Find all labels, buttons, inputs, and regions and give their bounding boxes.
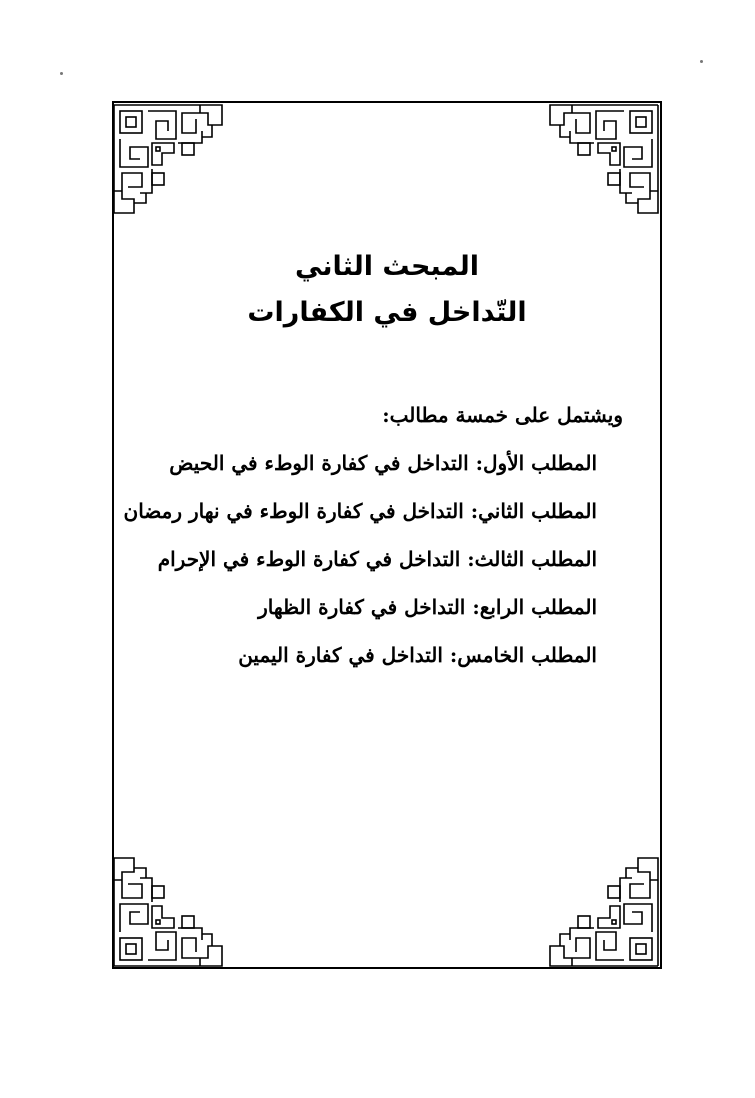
section-subtitle: التّداخل في الكفارات	[247, 297, 527, 328]
toc-item: المطلب الثالث: التداخل في كفارة الوطء في الإحرام	[157, 547, 597, 571]
corner-ornament-top-left	[112, 103, 224, 215]
toc-item: المطلب الرابع: التداخل في كفارة الظهار	[258, 595, 597, 619]
key-pattern-ornament-icon	[112, 103, 224, 215]
toc-intro: ويشتمل على خمسة مطالب:	[382, 403, 623, 427]
table-of-contents	[125, 397, 625, 685]
scan-speck	[700, 60, 703, 63]
section-title: المبحث الثاني	[295, 251, 479, 282]
corner-ornament-bottom-left	[112, 856, 224, 968]
toc-item: المطلب الخامس: التداخل في كفارة اليمين	[238, 643, 597, 667]
toc-item: المطلب الثاني: التداخل في كفارة الوطء في نهار رمضان	[123, 499, 597, 523]
corner-ornament-top-right	[548, 103, 660, 215]
key-pattern-ornament-icon	[548, 103, 660, 215]
toc-item: المطلب الأول: التداخل في كفارة الوطء في الحيض	[169, 451, 597, 475]
toc-list	[125, 445, 625, 673]
key-pattern-ornament-icon	[548, 856, 660, 968]
key-pattern-ornament-icon	[112, 856, 224, 968]
scan-speck	[60, 72, 63, 75]
corner-ornament-bottom-right	[548, 856, 660, 968]
